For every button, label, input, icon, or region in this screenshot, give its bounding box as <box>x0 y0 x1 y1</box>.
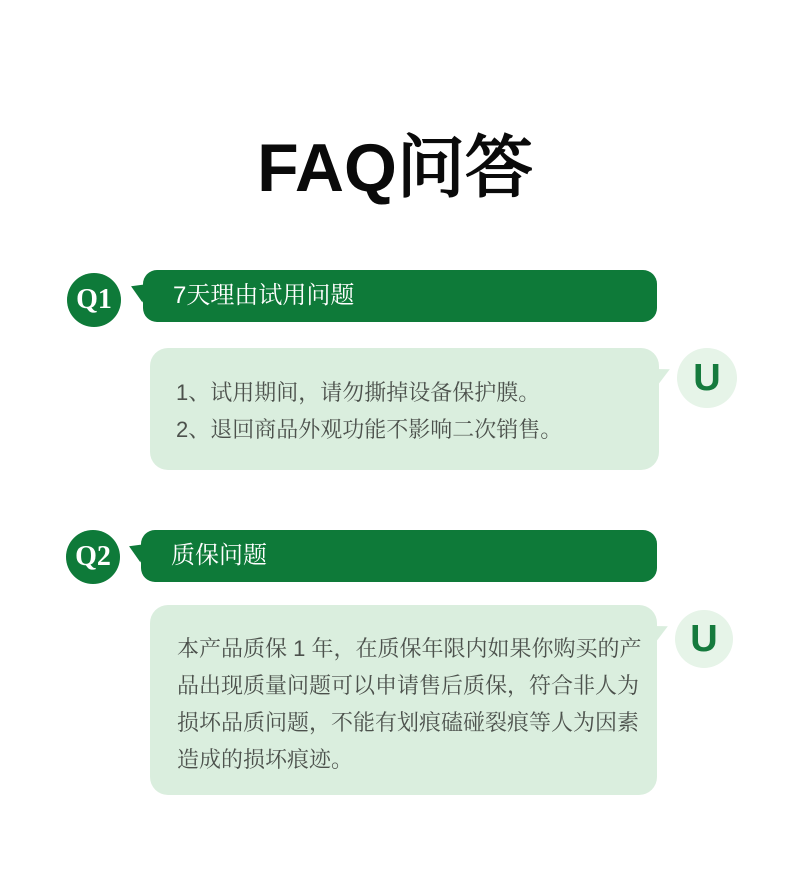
q2-question-bar <box>141 530 657 582</box>
q2-user-avatar-letter: U <box>690 617 718 660</box>
q1-answer-bubble <box>150 348 659 470</box>
q2-question-text: 质保问题 <box>171 542 267 569</box>
q1-user-avatar <box>677 348 737 408</box>
q1-answer-line: 1、试用期间，请勿撕掉设备保护膜。 <box>176 380 541 405</box>
q1-badge-label: Q1 <box>76 284 112 315</box>
q1-question-bar <box>143 270 657 322</box>
q2-answer-line: 品出现质量问题可以申请售后质保，符合非人为 <box>177 673 640 698</box>
q1-user-avatar-letter: U <box>693 356 721 399</box>
page-title: FAQ问答 <box>257 130 533 206</box>
q2-user-avatar <box>675 610 733 668</box>
q2-answer-line: 损坏品质问题，不能有划痕磕碰裂痕等人为因素 <box>177 710 640 735</box>
q2-badge <box>66 530 120 584</box>
q1-badge <box>67 273 121 327</box>
q1-answer-line: 2、退回商品外观功能不影响二次销售。 <box>176 417 563 442</box>
q2-answer-line: 造成的损坏痕迹。 <box>177 747 354 772</box>
q2-answer-bubble <box>150 605 657 795</box>
q1-question-text: 7天理由试用问题 <box>173 282 355 309</box>
q2-badge-label: Q2 <box>75 541 111 572</box>
q2-answer-line: 本产品质保 1 年，在质保年限内如果你购买的产 <box>177 636 642 661</box>
